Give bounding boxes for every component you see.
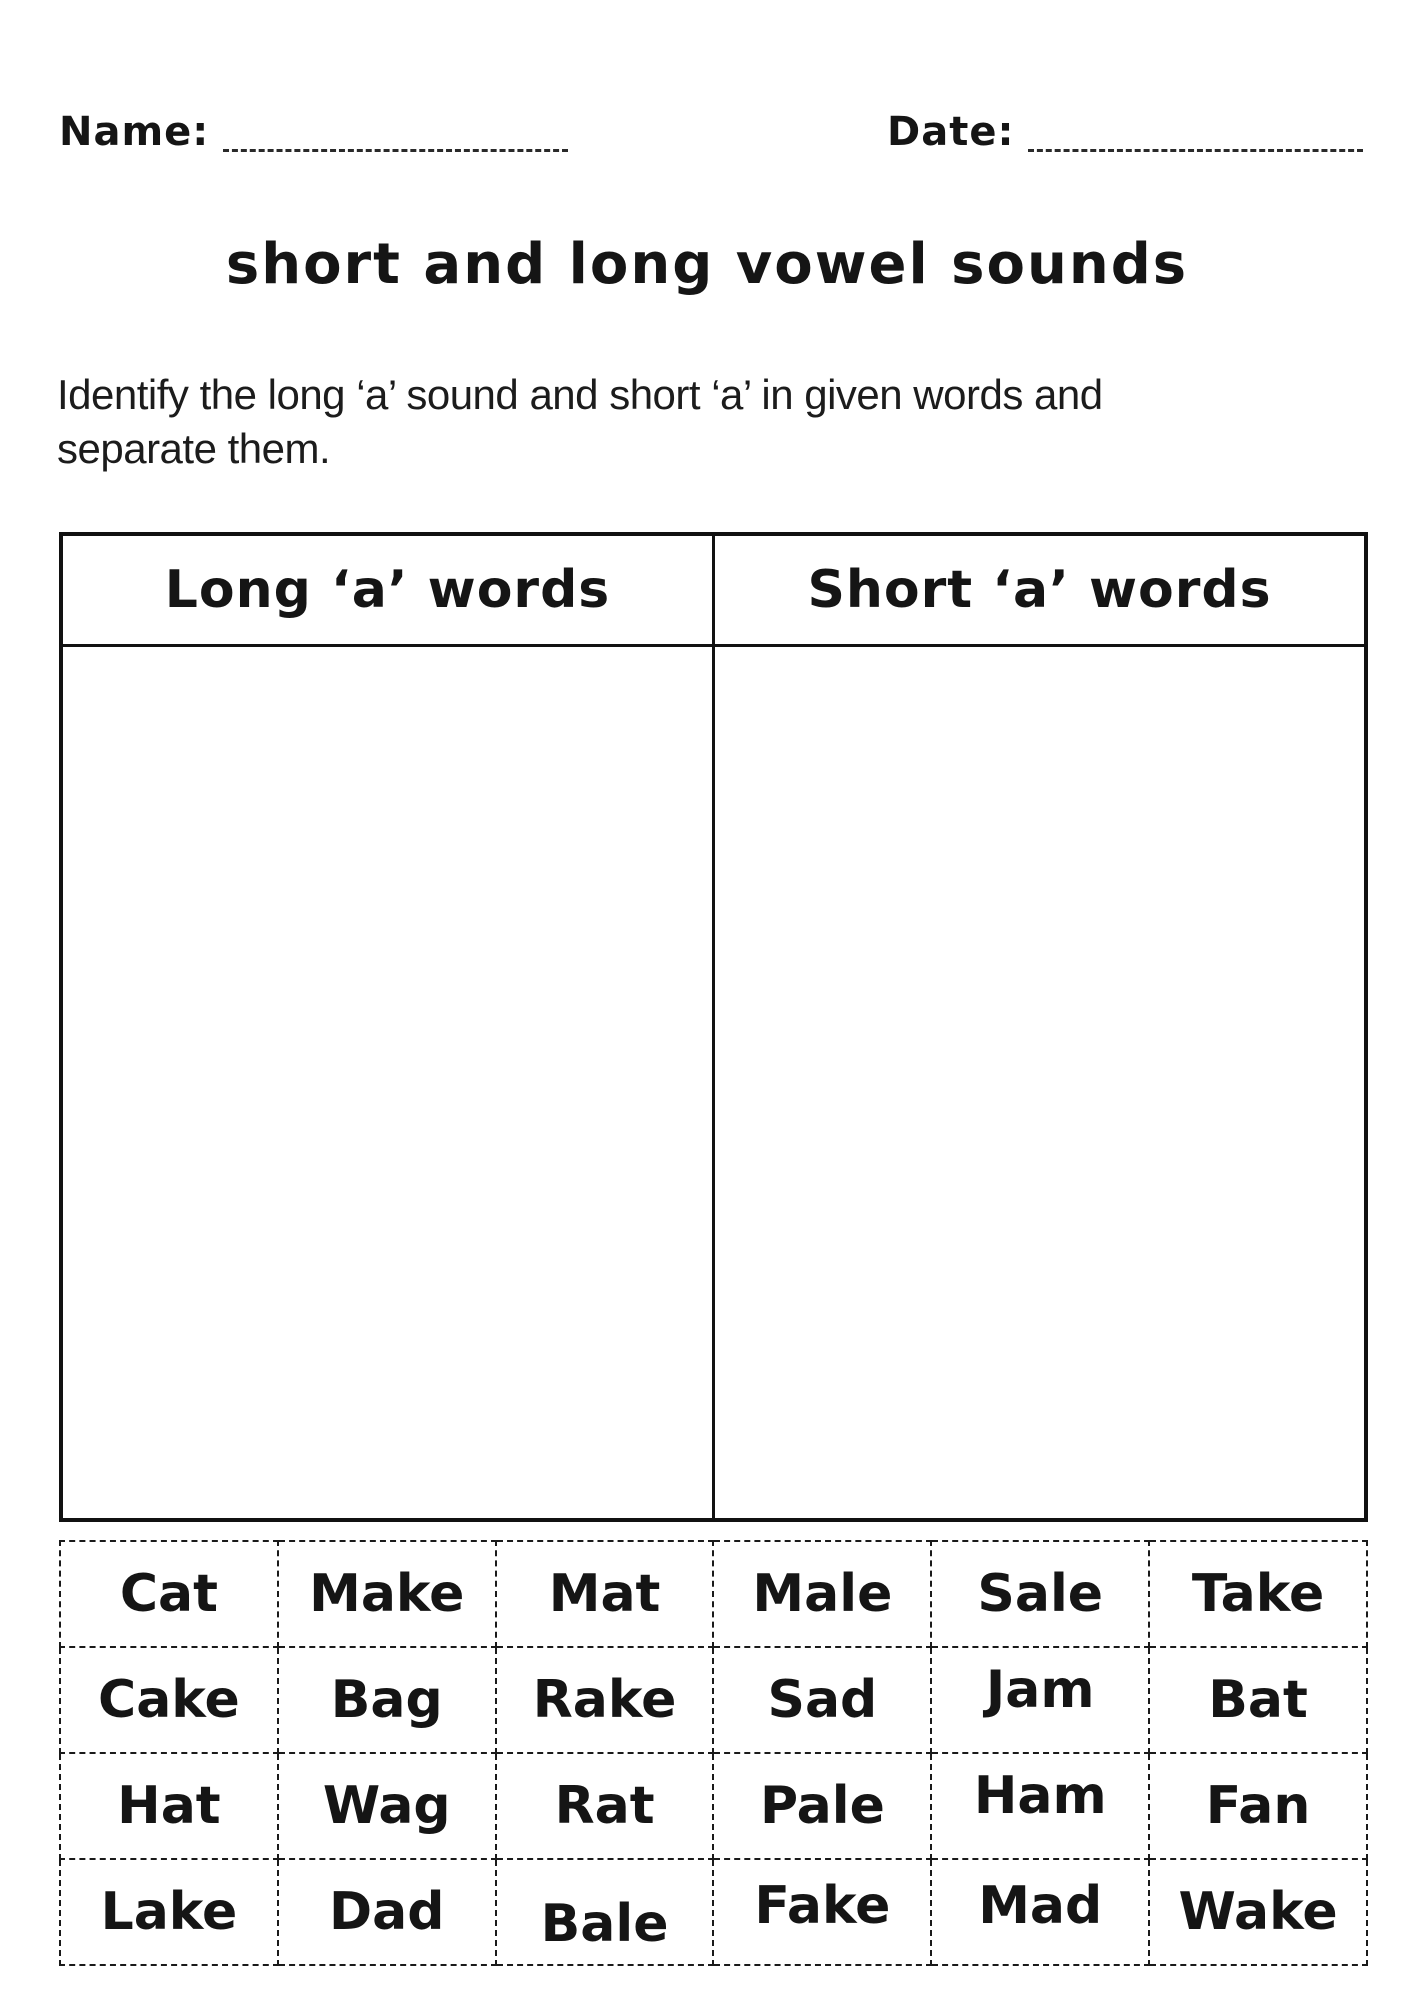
word-card-label: Ham [973, 1766, 1107, 1826]
word-card[interactable] [713, 1859, 931, 1965]
word-card-label: Cat [119, 1564, 218, 1624]
word-card[interactable] [278, 1753, 496, 1859]
word-bank-row [60, 1859, 1367, 1965]
word-card-label: Male [752, 1564, 893, 1624]
word-bank-row [60, 1647, 1367, 1753]
word-card[interactable] [60, 1541, 278, 1647]
word-card[interactable] [931, 1859, 1149, 1965]
instructions [57, 368, 1103, 476]
word-card-label: Pale [759, 1776, 885, 1836]
word-card-label: Jam [985, 1660, 1095, 1720]
word-card-label: Lake [100, 1882, 238, 1942]
column-header-long-a: Long ‘a’ words [164, 560, 611, 620]
short-a-answer-area[interactable] [712, 647, 1364, 1518]
word-card[interactable] [713, 1753, 931, 1859]
word-card[interactable] [496, 1541, 714, 1647]
word-card-label: Bat [1208, 1670, 1308, 1730]
word-card-label: Bag [330, 1670, 443, 1730]
word-card[interactable] [496, 1753, 714, 1859]
word-card-label: Mad [978, 1876, 1103, 1936]
word-card-label: Fan [1205, 1776, 1311, 1836]
name-label: Name: [59, 109, 210, 155]
word-card[interactable] [713, 1647, 931, 1753]
word-card-label: Make [309, 1564, 465, 1624]
word-card[interactable] [931, 1541, 1149, 1647]
word-card-label: Hat [117, 1776, 221, 1836]
word-card[interactable] [60, 1859, 278, 1965]
instructions-line-1: Identify the long ‘a’ sound and short ‘a’ in given words and [57, 371, 1103, 418]
word-card[interactable] [278, 1859, 496, 1965]
word-card-label: Sale [977, 1564, 1104, 1624]
word-bank-row [60, 1541, 1367, 1647]
word-card[interactable] [1149, 1541, 1367, 1647]
word-card[interactable] [713, 1541, 931, 1647]
long-a-answer-area[interactable] [63, 647, 712, 1518]
word-card-label: Take [1191, 1564, 1325, 1624]
word-card[interactable] [278, 1647, 496, 1753]
sorting-table [59, 532, 1368, 1522]
word-card-label: Mat [548, 1564, 661, 1624]
word-card[interactable] [496, 1647, 714, 1753]
page-title: short and long vowel sounds [225, 232, 1189, 297]
word-card-label: Fake [754, 1876, 891, 1936]
instructions-line-2: separate them. [57, 425, 331, 472]
word-card[interactable] [60, 1753, 278, 1859]
word-card[interactable] [1149, 1647, 1367, 1753]
word-card[interactable] [931, 1647, 1149, 1753]
word-bank-row [60, 1753, 1367, 1859]
date-fill-line[interactable] [1028, 109, 1363, 152]
word-card[interactable] [496, 1859, 714, 1965]
date-label: Date: [887, 109, 1015, 155]
name-field [59, 108, 568, 156]
word-card-label: Dad [329, 1882, 445, 1942]
word-card-label: Wake [1178, 1882, 1338, 1942]
word-card-label: Cake [98, 1670, 240, 1730]
date-field [887, 108, 1363, 156]
word-card[interactable] [1149, 1753, 1367, 1859]
sorting-table-header [63, 536, 1364, 647]
word-card-label: Sad [767, 1670, 878, 1730]
word-card-label: Wag [322, 1776, 451, 1836]
word-card[interactable] [1149, 1859, 1367, 1965]
word-card[interactable] [60, 1647, 278, 1753]
word-card[interactable] [278, 1541, 496, 1647]
word-card-label: Rake [532, 1670, 677, 1730]
name-fill-line[interactable] [223, 109, 568, 152]
word-card-label: Bale [540, 1894, 669, 1954]
word-card[interactable] [931, 1753, 1149, 1859]
column-header-short-a: Short ‘a’ words [712, 536, 1364, 644]
word-card-label: Rat [554, 1776, 655, 1836]
word-bank [59, 1540, 1368, 1966]
sorting-table-body [63, 647, 1364, 1518]
